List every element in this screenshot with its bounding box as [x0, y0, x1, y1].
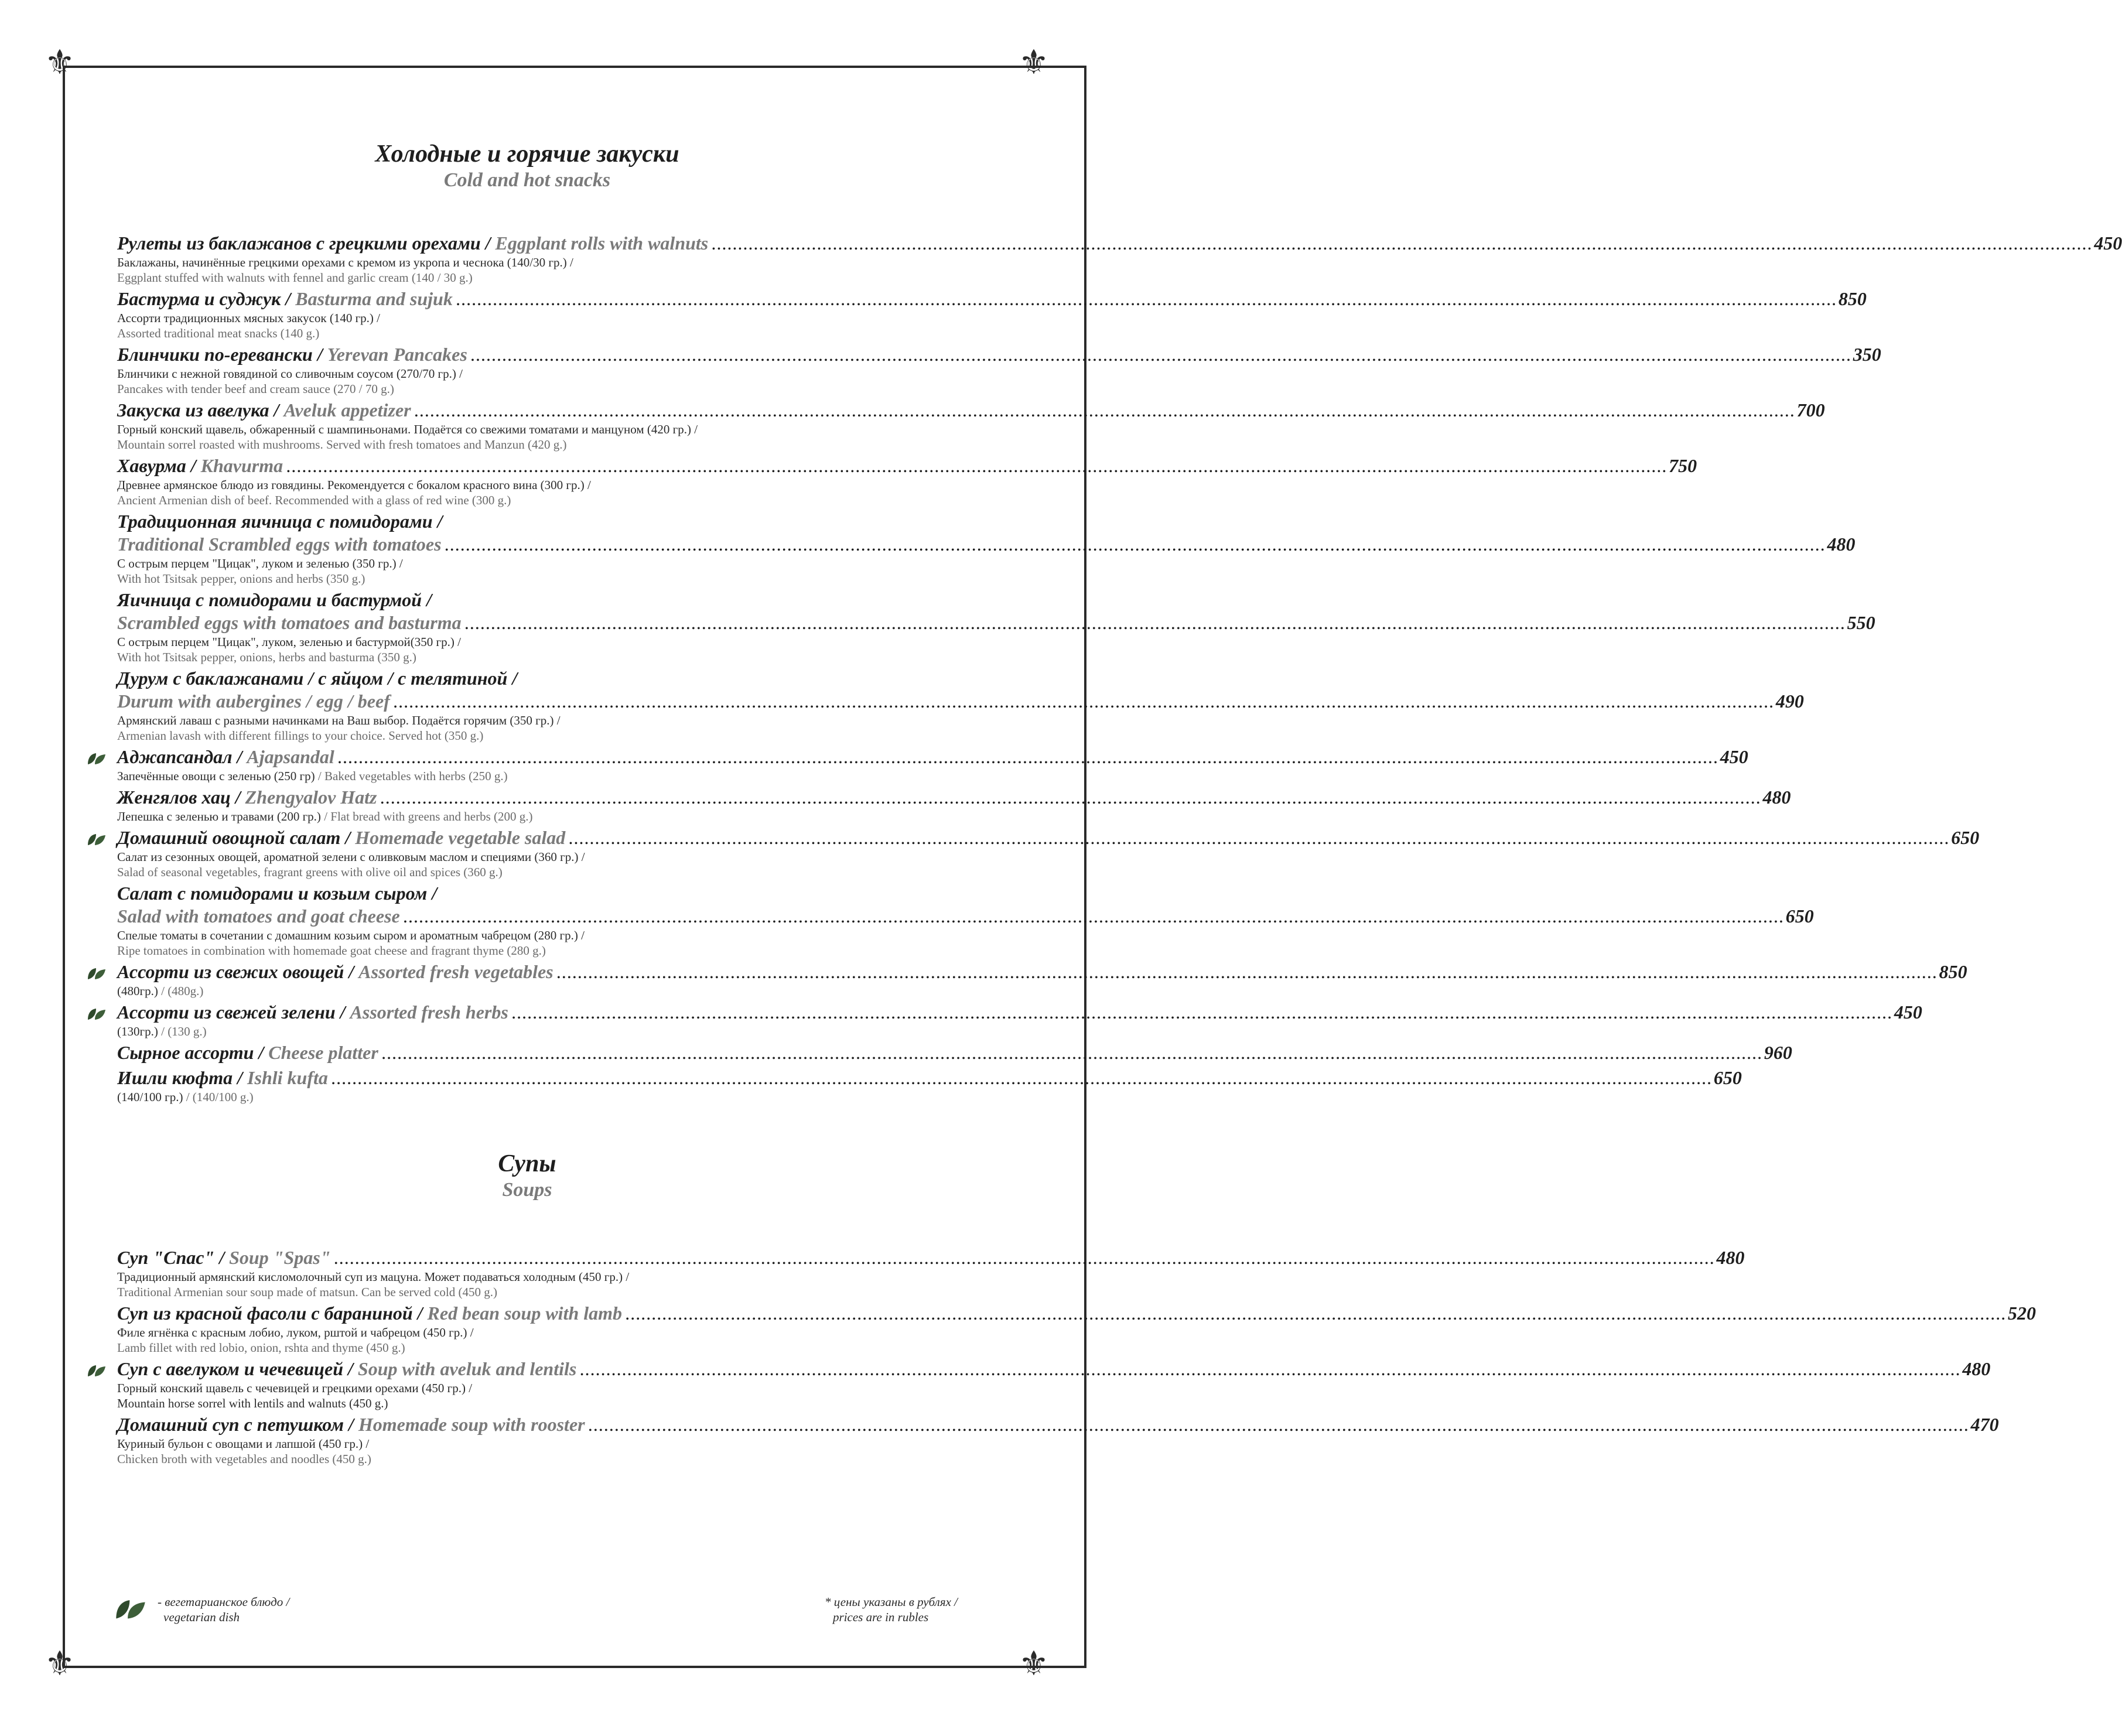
item-name-ru: Домашний овощной салат / — [117, 827, 351, 848]
item-name-ru: Дурум с баклажанами / с яйцом / с телятиной / — [117, 668, 518, 689]
soups-section-title — [117, 1149, 937, 1202]
item-price: 650 — [1713, 1067, 1742, 1088]
item-name-en: Ajapsandal — [247, 746, 334, 767]
item-name-ru: Бастурма и суджук / — [117, 288, 291, 309]
item-desc-en: With hot Tsitsak pepper, onions, herbs and basturma (350 g.) — [117, 650, 416, 664]
menu-item — [117, 343, 1881, 397]
item-name-ru: Закуска из авелука / — [117, 399, 279, 421]
item-desc — [117, 1024, 937, 1039]
vegetarian-legend — [114, 1594, 289, 1625]
menu-item — [117, 510, 1856, 586]
item-name-ru: Хавурма / — [117, 455, 196, 476]
item-desc-ru: Запечённые овощи с зеленью (250 гр) — [117, 769, 315, 783]
item-desc-en: Chicken broth with vegetables and noodles (450 g.) — [117, 1452, 371, 1466]
menu-item — [117, 1041, 1792, 1064]
menu-item — [117, 1067, 1742, 1105]
item-name-ru: Ассорти из свежей зелени / — [117, 1002, 346, 1023]
item-desc-ru: Блинчики с нежной говядиной со сливочным соусом (270/70 гр.) / — [117, 367, 463, 381]
item-desc-en: / (130 g.) — [161, 1024, 207, 1038]
item-name-en: Soup with aveluk and lentils — [357, 1358, 577, 1379]
item-name-en: Assorted fresh herbs — [350, 1002, 508, 1023]
item-price: 480 — [1716, 1247, 1745, 1268]
item-name-ru: Салат с помидорами и козьим сыром / — [117, 883, 438, 904]
menu-item — [117, 826, 1980, 880]
item-price: 550 — [1847, 612, 1875, 633]
item-price: 450 — [1720, 746, 1748, 767]
item-desc — [117, 809, 937, 824]
item-name-ru: Женгялов хац / — [117, 787, 241, 808]
snacks-section-title — [117, 139, 937, 192]
soups-section — [117, 1149, 2036, 1467]
item-price: 450 — [1894, 1002, 1922, 1023]
item-name-en: Eggplant rolls with walnuts — [495, 233, 709, 254]
item-name-en: Homemade vegetable salad — [355, 827, 566, 848]
price-note — [825, 1594, 958, 1625]
item-name-en: Durum with aubergines / egg / beef — [117, 691, 390, 712]
item-desc-ru: С острым перцем "Цицак", луком и зеленью (350 гр.) / — [117, 556, 403, 570]
menu-item — [117, 288, 1867, 341]
vegetarian-leaf-icon — [114, 1594, 147, 1624]
item-desc-ru: Филе ягнёнка с красным лобио, луком, рштой и чабрецом (450 гр.) / — [117, 1325, 474, 1339]
item-price: 520 — [2008, 1303, 2036, 1324]
item-name-en: Basturma and sujuk — [295, 288, 453, 309]
item-price: 850 — [1939, 961, 1967, 982]
item-name-ru: Домашний суп с петушком / — [117, 1414, 354, 1435]
item-price: 700 — [1796, 399, 1825, 421]
item-desc-en: Ripe tomatoes in combination with homemade goat cheese and fragrant thyme (280 g.) — [117, 944, 546, 958]
item-desc-ru: С острым перцем "Цицак", луком, зеленью и бастурмой(350 гр.) / — [117, 635, 461, 649]
item-desc-en: / Baked vegetables with herbs (250 g.) — [317, 769, 508, 783]
item-price: 470 — [1970, 1414, 1999, 1435]
menu-item — [117, 1001, 1922, 1039]
fleur-de-lis-icon: ⚜ — [45, 43, 75, 81]
item-desc-en: Ancient Armenian dish of beef. Recommended with a glass of red wine (300 g.) — [117, 493, 511, 507]
item-name-ru: Суп из красной фасоли с бараниной / — [117, 1303, 423, 1324]
item-desc-en: / (480g.) — [161, 984, 204, 998]
item-desc-ru: Горный конский щавель с чечевицей и грецкими орехами (450 гр.) / — [117, 1381, 473, 1395]
item-name-ru: Блинчики по-еревански / — [117, 344, 323, 365]
item-desc-ru: (480гр.) — [117, 984, 158, 998]
price-note-ru: * цены указаны в рублях / — [825, 1595, 958, 1609]
item-name-en: Soup "Spas" — [229, 1247, 331, 1268]
item-name-ru: Ишли кюфта / — [117, 1067, 243, 1088]
item-price: 650 — [1951, 827, 1980, 848]
item-price: 350 — [1853, 344, 1881, 365]
item-name-en: Assorted fresh vegetables — [358, 961, 553, 982]
item-price: 850 — [1838, 288, 1867, 309]
item-desc-ru: Салат из сезонных овощей, ароматной зелени с оливковым маслом и специями (360 гр.) / — [117, 850, 585, 864]
item-name-ru: Суп "Спас" / — [117, 1247, 225, 1268]
fleur-de-lis-icon: ⚜ — [1019, 1645, 1049, 1683]
item-desc-ru: Баклажаны, начинённые грецкими орехами с кремом из укропа и чеснока (140/30 гр.) / — [117, 255, 573, 269]
menu-item — [117, 1302, 2036, 1355]
item-desc-en: Armenian lavash with different fillings to your choice. Served hot (350 g.) — [117, 729, 484, 743]
item-name-en: Salad with tomatoes and goat cheese — [117, 905, 400, 927]
item-desc-en: Traditional Armenian sour soup made of matsun. Can be served cold (450 g.) — [117, 1285, 497, 1299]
menu-item — [117, 1413, 1999, 1467]
item-desc-en: Assorted traditional meat snacks (140 g.) — [117, 326, 320, 340]
vegetarian-leaf-icon — [87, 1363, 107, 1378]
menu-item — [117, 882, 1814, 958]
vegetarian-leaf-icon — [87, 1007, 107, 1021]
item-name-en: Traditional Scrambled eggs with tomatoes — [117, 534, 442, 555]
item-desc-en: Mountain sorrel roasted with mushrooms. Served with fresh tomatoes and Manzun (420 g.) — [117, 438, 567, 452]
item-desc-ru: (140/100 гр.) — [117, 1090, 183, 1104]
item-name-en: Ishli kufta — [247, 1067, 328, 1088]
item-name-en: Aveluk appetizer — [283, 399, 411, 421]
item-name-en: Yerevan Pancakes — [327, 344, 467, 365]
menu-item — [117, 667, 1804, 743]
item-desc-en: / (140/100 g.) — [186, 1090, 254, 1104]
item-price: 450 — [2094, 233, 2122, 254]
item-name-en: Zhengyalov Hatz — [245, 787, 377, 808]
fleur-de-lis-icon: ⚜ — [45, 1645, 75, 1683]
item-name-ru: Традиционная яичница с помидорами / — [117, 511, 443, 532]
item-desc-en: With hot Tsitsak pepper, onions and herbs (350 g.) — [117, 572, 365, 586]
item-price: 960 — [1764, 1042, 1792, 1063]
item-desc-en: Pancakes with tender beef and cream sauce (270 / 70 g.) — [117, 382, 394, 396]
item-name-en: Homemade soup with rooster — [358, 1414, 585, 1435]
item-price: 480 — [1962, 1358, 1991, 1379]
item-price: 480 — [1762, 787, 1791, 808]
menu-item — [117, 961, 1967, 999]
menu-item — [117, 589, 1875, 665]
section-title-ru: Холодные и горячие закуски — [375, 141, 679, 168]
menu-item — [117, 454, 1697, 508]
item-name-ru: Сырное ассорти / — [117, 1042, 264, 1063]
item-desc — [117, 983, 937, 999]
price-note-en: prices are in rubles — [833, 1610, 929, 1624]
item-price: 650 — [1785, 905, 1814, 927]
item-desc-en: Mountain horse sorrel with lentils and walnuts (450 g.) — [117, 1396, 388, 1410]
item-name-ru: Аджапсандал / — [117, 746, 242, 767]
item-name-ru: Суп с авелуком и чечевицей / — [117, 1358, 353, 1379]
section-title-en: Soups — [502, 1179, 552, 1201]
item-desc — [117, 768, 937, 784]
soups-list — [117, 1246, 2036, 1467]
vegetarian-leaf-icon — [87, 966, 107, 980]
vegetarian-leaf-icon — [87, 832, 107, 846]
item-desc-ru: Традиционный армянский кисломолочный суп из мацуна. Может подаваться холодным (450 гр.) / — [117, 1270, 630, 1284]
item-desc-ru: Спелые томаты в сочетании с домашним козьим сыром и ароматным чабрецом (280 гр.) / — [117, 928, 585, 942]
fleur-de-lis-icon: ⚜ — [1019, 43, 1049, 81]
item-desc-ru: Горный конский щавель, обжаренный с шампиньонами. Подаётся со свежими томатами и манцуном (420 гр.) / — [117, 422, 698, 436]
item-desc-en: Salad of seasonal vegetables, fragrant greens with olive oil and spices (360 g.) — [117, 865, 503, 879]
item-price: 490 — [1775, 691, 1804, 712]
item-desc — [117, 1089, 937, 1105]
item-name-ru: Яичница с помидорами и бастурмой / — [117, 589, 432, 610]
section-title-en: Cold and hot snacks — [443, 169, 611, 191]
menu-item — [117, 1246, 1745, 1300]
item-desc-ru: Лепешка с зеленью и травами (200 гр.) — [117, 809, 321, 823]
snacks-list — [117, 232, 2122, 1105]
item-price: 480 — [1827, 534, 1856, 555]
veg-note-ru: - вегетарианское блюдо / — [158, 1595, 290, 1609]
item-desc-ru: Древнее армянское блюдо из говядины. Рекомендуется с бокалом красного вина (300 гр.) / — [117, 478, 591, 492]
item-desc-en: Lamb fillet with red lobio, onion, rshta and thyme (450 g.) — [117, 1341, 405, 1355]
item-name-en: Scrambled eggs with tomatoes and basturma — [117, 612, 462, 633]
item-desc-ru: (130гр.) — [117, 1024, 158, 1038]
menu-item — [117, 399, 1825, 452]
veg-note-en: vegetarian dish — [163, 1610, 240, 1624]
item-desc-en: Eggplant stuffed with walnuts with fennel and garlic cream (140 / 30 g.) — [117, 271, 473, 285]
item-name-ru: Рулеты из баклажанов с грецкими орехами / — [117, 233, 491, 254]
item-name-ru: Ассорти из свежих овощей / — [117, 961, 354, 982]
menu-item — [117, 786, 1791, 824]
item-desc-en: / Flat bread with greens and herbs (200 g.) — [324, 809, 533, 823]
vegetarian-leaf-icon — [87, 751, 107, 766]
menu-content — [117, 139, 2122, 1469]
item-desc-ru: Ассорти традиционных мясных закусок (140 гр.) / — [117, 311, 381, 325]
item-price: 750 — [1669, 455, 1697, 476]
item-desc-ru: Куриный бульон с овощами и лапшой (450 гр.) / — [117, 1437, 370, 1451]
item-name-en: Red bean soup with lamb — [427, 1303, 623, 1324]
item-desc-ru: Армянский лаваш с разными начинками на Ваш выбор. Подаётся горячим (350 гр.) / — [117, 713, 561, 727]
menu-item — [117, 746, 1748, 784]
section-title-ru: Супы — [498, 1150, 556, 1177]
menu-item — [117, 1358, 1991, 1411]
item-name-en: Khavurma — [200, 455, 283, 476]
menu-item — [117, 232, 2122, 285]
item-name-en: Cheese platter — [268, 1042, 378, 1063]
